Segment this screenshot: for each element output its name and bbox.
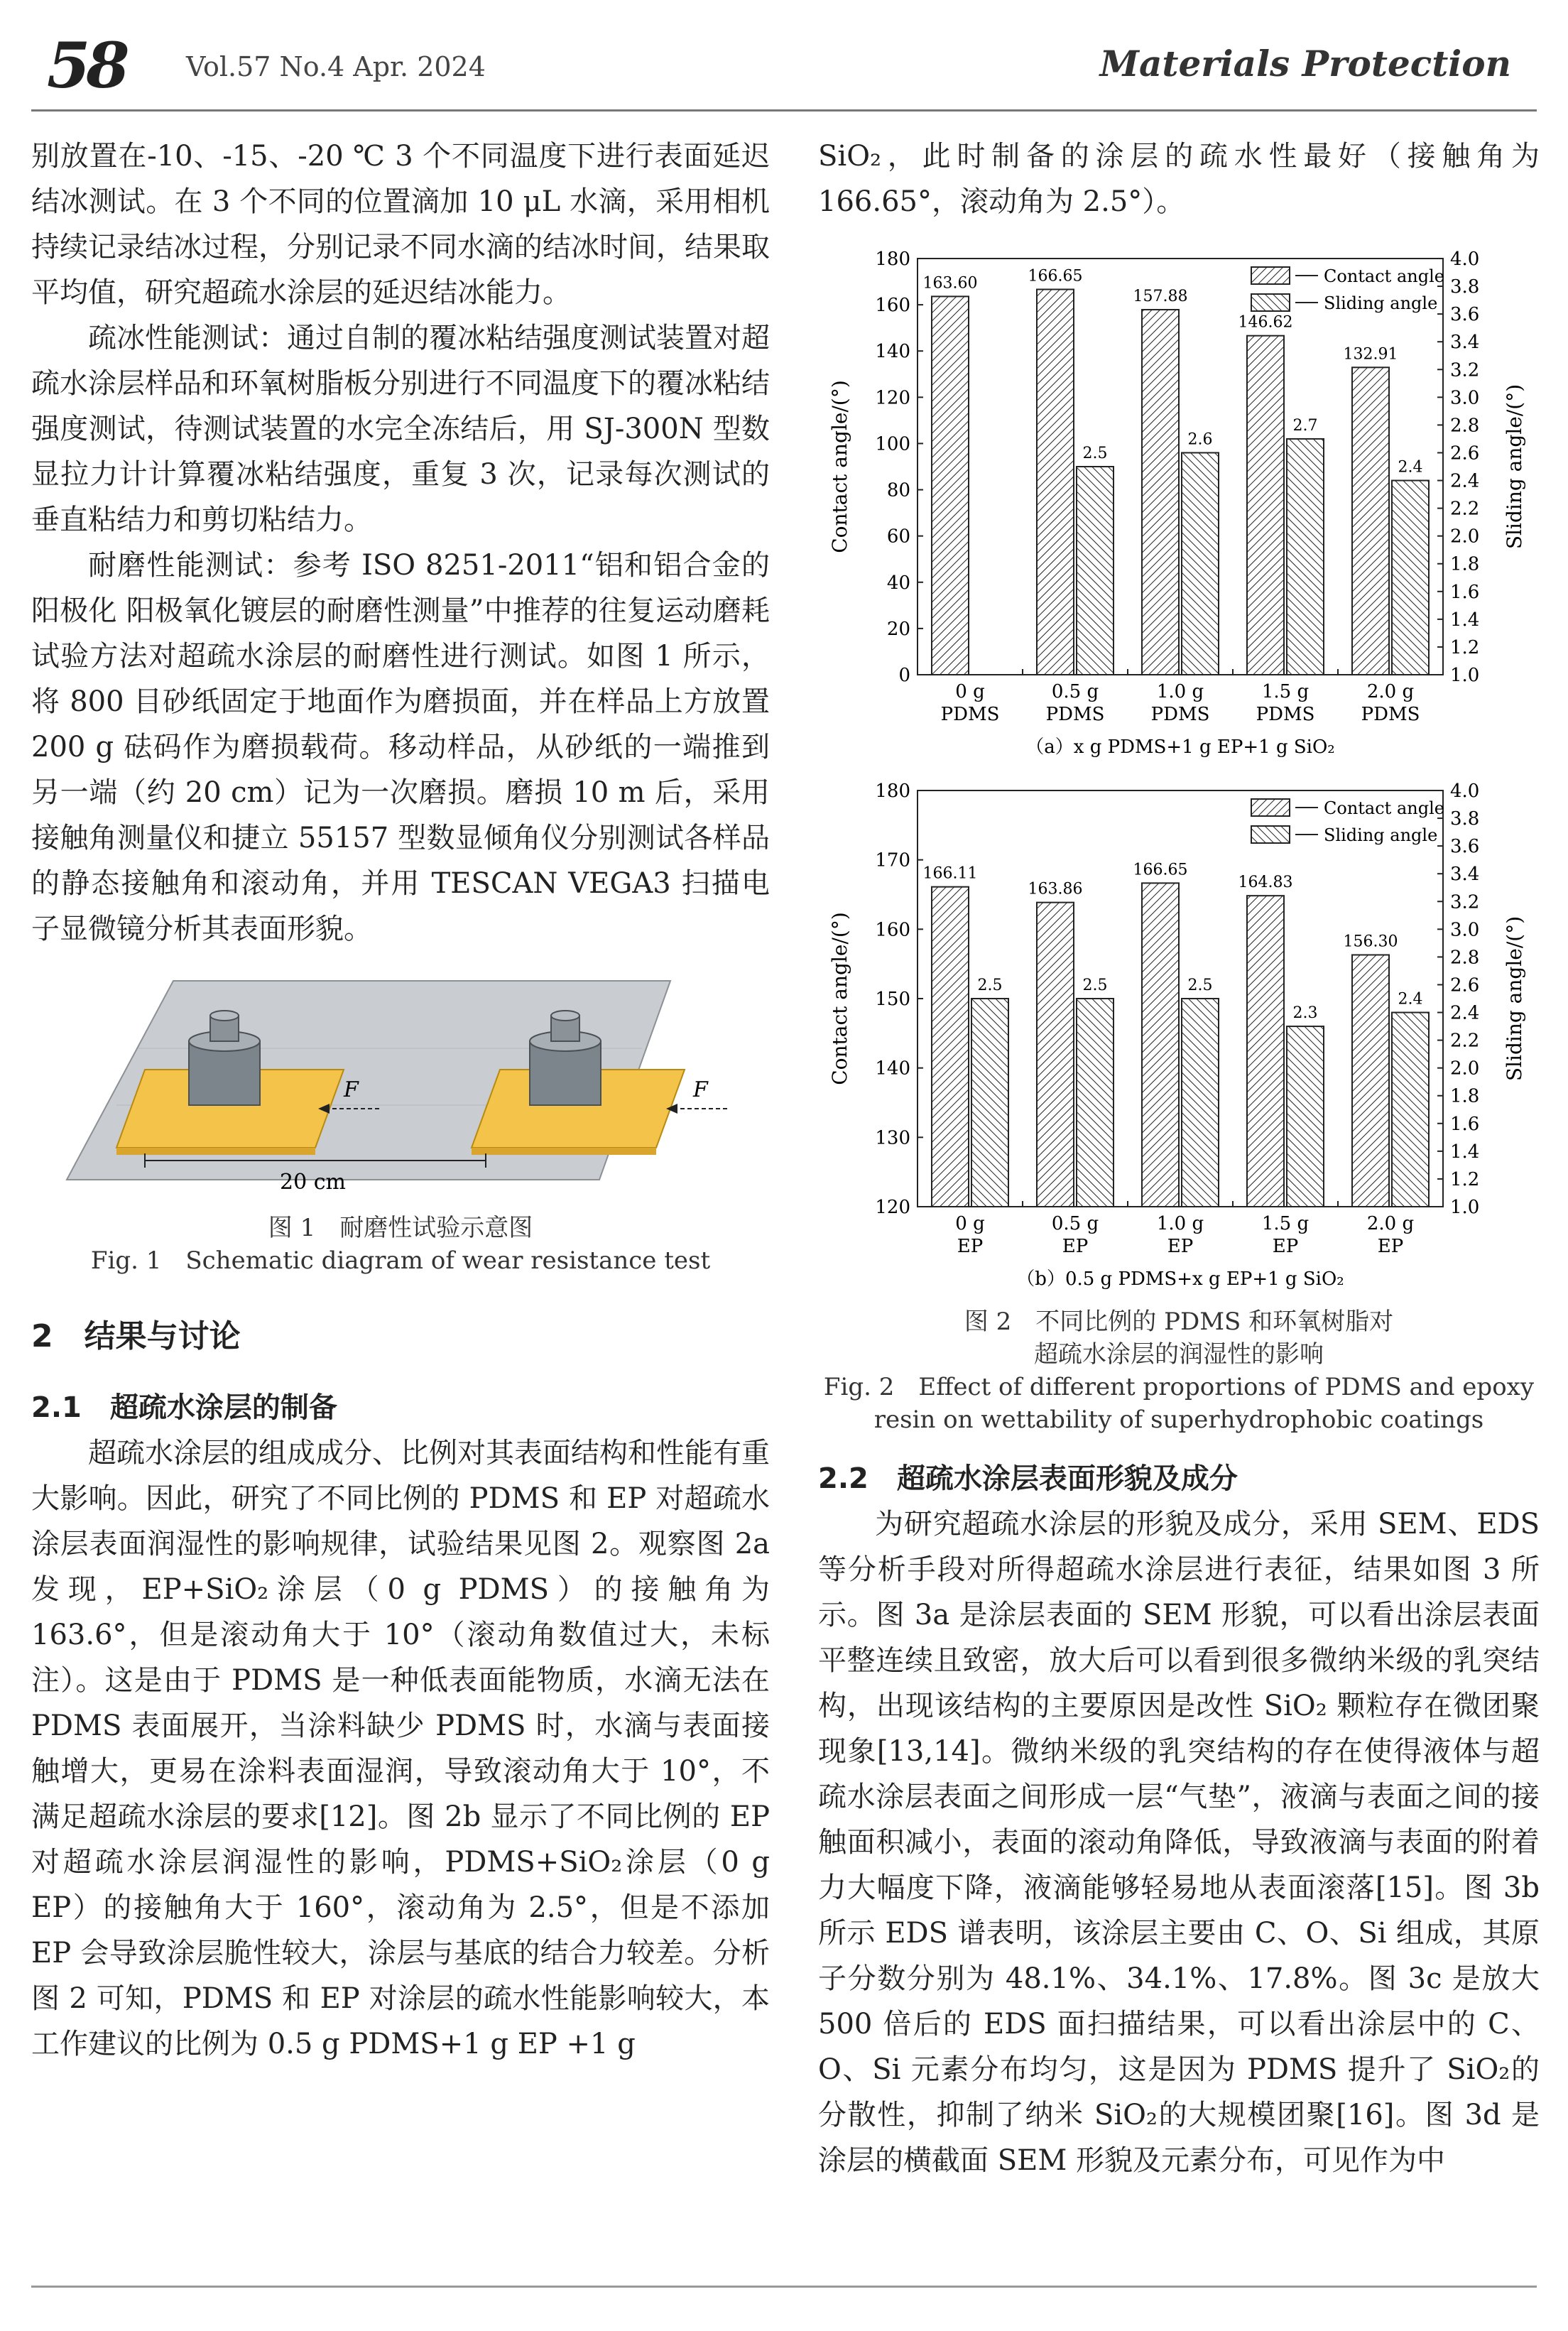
contact-angle-bar xyxy=(1247,336,1284,675)
page-number: 58 xyxy=(47,28,126,102)
x-tick-label: 2.0 g xyxy=(1366,681,1415,702)
sliding-angle-label: 2.3 xyxy=(1292,1004,1318,1023)
sliding-angle-label: 2.5 xyxy=(1187,977,1213,994)
wear-test-schematic xyxy=(31,963,770,1197)
sliding-angle-label: 2.5 xyxy=(1082,977,1108,994)
y-tick-label: 150 xyxy=(875,989,910,1010)
y2-tick-label: 3.4 xyxy=(1450,864,1480,886)
paragraph: 超疏水涂层的组成成分、比例对其表面结构和性能有重大影响。因此，研究了不同比例的 PDMS 和 EP 对超疏水涂层表面润湿性的影响规律，试验结果见图 2。观察图 2a 发现，EP+SiO₂涂层（0 g PDMS）的接触角为 163.6°，但是滚动角大于 10°（滚动角数值过大，未标注）。这是由于 PDMS 是一种低表面能物质，水滴无法在 PDMS 表面展开，当涂料缺少 PDMS 时，水滴与表面接触增大，更易在涂料表面湿润，导致滚动角大于 10°，不满足超疏水涂层的要求[12]。图 2b 显示了不同比例的 EP 对超疏水涂层润湿性的影响，PDMS+SiO₂涂层（0 g EP）的接触角大于 160°，滚动角为 2.5°，但是不添加 EP 会导致涂层脆性较大，涂层与基底的结合力较差。分析图 2 可知，PDMS 和 EP 对涂层的疏水性能影响较大，本工作建议的比例为 0.5 g PDMS+1 g EP +1 g xyxy=(31,1437,770,2060)
y2-tick-label: 1.4 xyxy=(1450,1141,1480,1163)
y2-tick-label: 1.8 xyxy=(1450,553,1480,575)
y2-tick-label: 1.0 xyxy=(1450,665,1480,686)
contact-angle-label: 164.83 xyxy=(1238,874,1293,892)
x-tick-label: 0 g xyxy=(955,1213,985,1234)
y2-tick-label: 3.0 xyxy=(1450,387,1480,409)
x-tick-label: 1.0 g xyxy=(1156,1213,1204,1234)
legend-swatch xyxy=(1251,294,1290,311)
x-tick-label: 0 g xyxy=(955,681,985,702)
y2-tick-label: 1.2 xyxy=(1450,1168,1480,1190)
y-tick-label: 180 xyxy=(875,249,910,270)
contact-angle-bar xyxy=(1352,955,1389,1207)
sliding-angle-bar xyxy=(1287,439,1324,675)
x-tick-label: 1.0 g xyxy=(1156,681,1204,702)
y2-axis-label: Sliding angle/(°) xyxy=(1503,915,1526,1082)
contact-angle-label: 166.65 xyxy=(1133,861,1188,879)
y-tick-label: 120 xyxy=(875,1197,910,1218)
y2-tick-label: 2.8 xyxy=(1450,415,1480,437)
y2-tick-label: 3.0 xyxy=(1450,919,1480,941)
legend-label: Sliding angle xyxy=(1324,825,1438,845)
paragraph: SiO₂，此时制备的涂层的疏水性最好（接触角为 166.65°，滚动角为 2.5°）。 xyxy=(818,140,1540,218)
y2-tick-label: 1.6 xyxy=(1450,581,1480,603)
figure-1-caption-en: Fig. 1 Schematic diagram of wear resistance test xyxy=(90,1246,711,1275)
paragraph: 疏冰性能测试：通过自制的覆冰粘结强度测试装置对超疏水涂层样品和环氧树脂板分别进行不同温度下的覆冰粘结强度测试，待测试装置的水完全冻结后，用 SJ-300N 型数显拉力计计算覆冰粘结强度，重复 3 次，记录每次测试的垂直粘结力和剪切粘结力。 xyxy=(31,322,770,536)
y2-tick-label: 2.0 xyxy=(1450,526,1480,548)
sliding-angle-bar xyxy=(1077,467,1114,675)
y-tick-label: 100 xyxy=(875,433,910,455)
x-tick-label: EP xyxy=(1272,1236,1299,1257)
section-heading: 2 结果与讨论 xyxy=(31,1318,241,1354)
sliding-angle-bar xyxy=(1182,999,1219,1207)
x-tick-label: EP xyxy=(1062,1236,1089,1257)
figure-1-caption-cn: 图 1 耐磨性试验示意图 xyxy=(268,1214,533,1242)
y2-tick-label: 1.4 xyxy=(1450,609,1480,631)
subsection-heading: 2.2 超疏水涂层表面形貌及成分 xyxy=(818,1462,1238,1495)
y2-tick-label: 3.6 xyxy=(1450,304,1480,326)
volume-info: Vol.57 No.4 Apr. 2024 xyxy=(186,51,486,82)
sliding-angle-bar xyxy=(1182,452,1219,675)
y2-tick-label: 3.6 xyxy=(1450,836,1480,858)
y2-tick-label: 2.4 xyxy=(1450,1002,1480,1024)
footer-rule xyxy=(31,2286,1537,2288)
y-tick-label: 160 xyxy=(875,919,910,941)
y-tick-label: 140 xyxy=(875,341,910,363)
y2-tick-label: 3.2 xyxy=(1450,359,1480,381)
x-tick-label: 0.5 g xyxy=(1051,1213,1099,1234)
y2-tick-label: 2.0 xyxy=(1450,1058,1480,1080)
force-label: F xyxy=(693,1077,708,1102)
contact-angle-bar xyxy=(1352,367,1389,675)
y2-tick-label: 1.6 xyxy=(1450,1113,1480,1135)
y2-tick-label: 2.8 xyxy=(1450,947,1480,969)
y2-tick-label: 2.6 xyxy=(1450,442,1480,464)
sliding-angle-label: 2.7 xyxy=(1292,416,1318,435)
paragraph: 别放置在-10、-15、-20 ℃ 3 个不同温度下进行表面延迟结冰测试。在 3 个不同的位置滴加 10 μL 水滴，采用相机持续记录结冰过程，分别记录不同水滴的结冰时间，结果取平均值，研究超疏水涂层的延迟结冰能力。 xyxy=(31,140,770,309)
contact-angle-bar xyxy=(1037,289,1074,675)
sliding-angle-label: 2.4 xyxy=(1398,990,1423,1009)
sliding-angle-label: 2.5 xyxy=(977,977,1003,994)
y-axis-label: Contact angle/(°) xyxy=(828,912,851,1085)
sliding-angle-bar xyxy=(1392,481,1429,675)
y2-tick-label: 4.0 xyxy=(1450,249,1480,270)
y2-tick-label: 2.2 xyxy=(1450,498,1480,520)
contact-angle-label: 156.30 xyxy=(1343,933,1398,951)
contact-angle-label: 166.65 xyxy=(1028,267,1083,286)
paragraph: 为研究超疏水涂层的形貌及成分，采用 SEM、EDS 等分析手段对所得超疏水涂层进行表征，结果如图 3 所示。图 3a 是涂层表面的 SEM 形貌，可以看出涂层表面平整连续且致密，放大后可以看到很多微纳米级的乳突结构，出现该结构的主要原因是改性 SiO₂ 颗粒存在微团聚现象[13,14]。微纳米级的乳突结构的存在使得液体与超疏水涂层表面之间形成一层“气垫”，液滴与表面之间的接触面积减小，表面的滚动角降低，导致液滴与表面的附着力大幅度下降，液滴能够轻易地从表面滚落[15]。图 3b 所示 EDS 谱表明，该涂层主要由 C、O、Si 组成，其原子分数分别为 48.1%、34.1%、17.8%。图 3c 是放大 500 倍后的 EDS 面扫描结果，可以看出涂层中的 C、O、Si 元素分布均匀，这是因为 PDMS 提升了 SiO₂的分散性，抑制了纳米 SiO₂的大规模团聚[16]。图 3d 是涂层的横截面 SEM 形貌及元素分布，可见作为中 xyxy=(818,1508,1540,2177)
x-tick-label: PDMS xyxy=(1256,704,1315,725)
x-tick-label: EP xyxy=(1167,1236,1194,1257)
y-tick-label: 0 xyxy=(898,665,910,686)
sliding-angle-label: 2.4 xyxy=(1398,458,1423,477)
y2-tick-label: 1.0 xyxy=(1450,1197,1480,1218)
y2-tick-label: 2.6 xyxy=(1450,974,1480,996)
x-tick-label: 2.0 g xyxy=(1366,1213,1415,1234)
y2-tick-label: 3.2 xyxy=(1450,891,1480,913)
contact-angle-label: 146.62 xyxy=(1238,313,1293,332)
y-tick-label: 120 xyxy=(875,387,910,409)
contact-angle-bar xyxy=(932,296,969,675)
legend-label: Contact angle xyxy=(1324,798,1444,818)
y2-tick-label: 2.2 xyxy=(1450,1030,1480,1052)
contact-angle-label: 163.86 xyxy=(1028,880,1083,898)
y2-tick-label: 2.4 xyxy=(1450,470,1480,492)
x-tick-label: PDMS xyxy=(1361,704,1420,725)
figure-2 xyxy=(818,241,1540,1305)
x-tick-label: EP xyxy=(957,1236,984,1257)
x-tick-label: EP xyxy=(1377,1236,1404,1257)
y-tick-label: 130 xyxy=(875,1127,910,1149)
y2-tick-label: 1.8 xyxy=(1450,1085,1480,1107)
y-tick-label: 170 xyxy=(875,849,910,871)
force-label: F xyxy=(344,1077,359,1102)
sliding-angle-bar xyxy=(1392,1013,1429,1207)
legend-swatch xyxy=(1251,826,1290,843)
contact-angle-chart-b xyxy=(818,773,1540,1292)
y2-tick-label: 4.0 xyxy=(1450,781,1480,802)
legend-label: Sliding angle xyxy=(1324,293,1438,313)
x-tick-label: PDMS xyxy=(940,704,1000,725)
contact-angle-bar xyxy=(1142,883,1179,1207)
contact-angle-label: 132.91 xyxy=(1343,345,1398,364)
figure-2-caption-cn-1: 图 2 不同比例的 PDMS 和环氧树脂对 xyxy=(964,1308,1394,1336)
figure-2-caption-en-1: Fig. 2 Effect of different proportions of PDMS and epoxy xyxy=(823,1373,1535,1401)
y2-tick-label: 3.4 xyxy=(1450,332,1480,354)
x-tick-label: 0.5 g xyxy=(1051,681,1099,702)
legend-swatch xyxy=(1251,267,1290,284)
contact-angle-bar xyxy=(1142,310,1179,675)
y-tick-label: 140 xyxy=(875,1058,910,1080)
y-tick-label: 60 xyxy=(886,526,910,548)
y-tick-label: 40 xyxy=(886,572,910,594)
legend-swatch xyxy=(1251,799,1290,816)
chart-subtitle: （b）0.5 g PDMS+x g EP+1 g SiO₂ xyxy=(1016,1268,1344,1290)
contact-angle-label: 157.88 xyxy=(1133,288,1188,306)
y2-tick-label: 1.2 xyxy=(1450,636,1480,658)
subsection-heading: 2.1 超疏水涂层的制备 xyxy=(31,1391,337,1424)
x-tick-label: 1.5 g xyxy=(1261,681,1310,702)
sliding-angle-label: 2.6 xyxy=(1187,430,1213,449)
figure-2-caption-en-2: resin on wettability of superhydrophobic coatings xyxy=(873,1406,1484,1434)
x-tick-label: PDMS xyxy=(1150,704,1210,725)
y2-tick-label: 3.8 xyxy=(1450,808,1480,830)
contact-angle-bar xyxy=(932,887,969,1207)
y2-tick-label: 3.8 xyxy=(1450,276,1480,298)
y-tick-label: 180 xyxy=(875,781,910,802)
x-tick-label: PDMS xyxy=(1045,704,1105,725)
y-tick-label: 80 xyxy=(886,479,910,501)
contact-angle-bar xyxy=(1037,903,1074,1207)
contact-angle-chart-a xyxy=(818,241,1540,760)
sliding-angle-bar xyxy=(1077,999,1114,1207)
left-column xyxy=(31,134,770,2067)
y-axis-label: Contact angle/(°) xyxy=(828,380,851,553)
y-tick-label: 20 xyxy=(886,618,910,640)
right-column xyxy=(818,134,1540,2183)
sliding-angle-label: 2.5 xyxy=(1082,445,1108,462)
x-tick-label: 1.5 g xyxy=(1261,1213,1310,1234)
header-rule xyxy=(31,109,1537,112)
paragraph: 耐磨性能测试：参考 ISO 8251-2011“铝和铝合金的阳极化 阳极氧化镀层的耐磨性测量”中推荐的往复运动磨耗试验方法对超疏水涂层的耐磨性进行测试。如图 1 所示，将 800 目砂纸固定于地面作为磨损面，并在样品上方放置 200 g 砝码作为磨损载荷。移动样品，从砂纸的一端推到另一端（约 20 cm）记为一次磨损。磨损 10 m 后，采用接触角测量仪和捷立 55157 型数显倾角仪分别测试各样品的静态接触角和滚动角，并用 TESCAN VEGA3 扫描电子显微镜分析其表面形貌。 xyxy=(31,549,770,945)
sliding-angle-bar xyxy=(971,999,1008,1207)
y2-axis-label: Sliding angle/(°) xyxy=(1503,384,1526,550)
figure-1 xyxy=(31,963,770,1197)
y-tick-label: 160 xyxy=(875,295,910,317)
figure-2-caption-cn-2: 超疏水涂层的润湿性的影响 xyxy=(1034,1340,1324,1369)
chart-subtitle: （a）x g PDMS+1 g EP+1 g SiO₂ xyxy=(1025,737,1335,758)
journal-title: Materials Protection xyxy=(1099,43,1511,85)
contact-angle-label: 163.60 xyxy=(922,274,978,293)
sliding-angle-bar xyxy=(1287,1026,1324,1207)
contact-angle-bar xyxy=(1247,896,1284,1207)
legend-label: Contact angle xyxy=(1324,266,1444,286)
distance-label: 20 cm xyxy=(280,1170,346,1195)
contact-angle-label: 166.11 xyxy=(922,864,978,883)
